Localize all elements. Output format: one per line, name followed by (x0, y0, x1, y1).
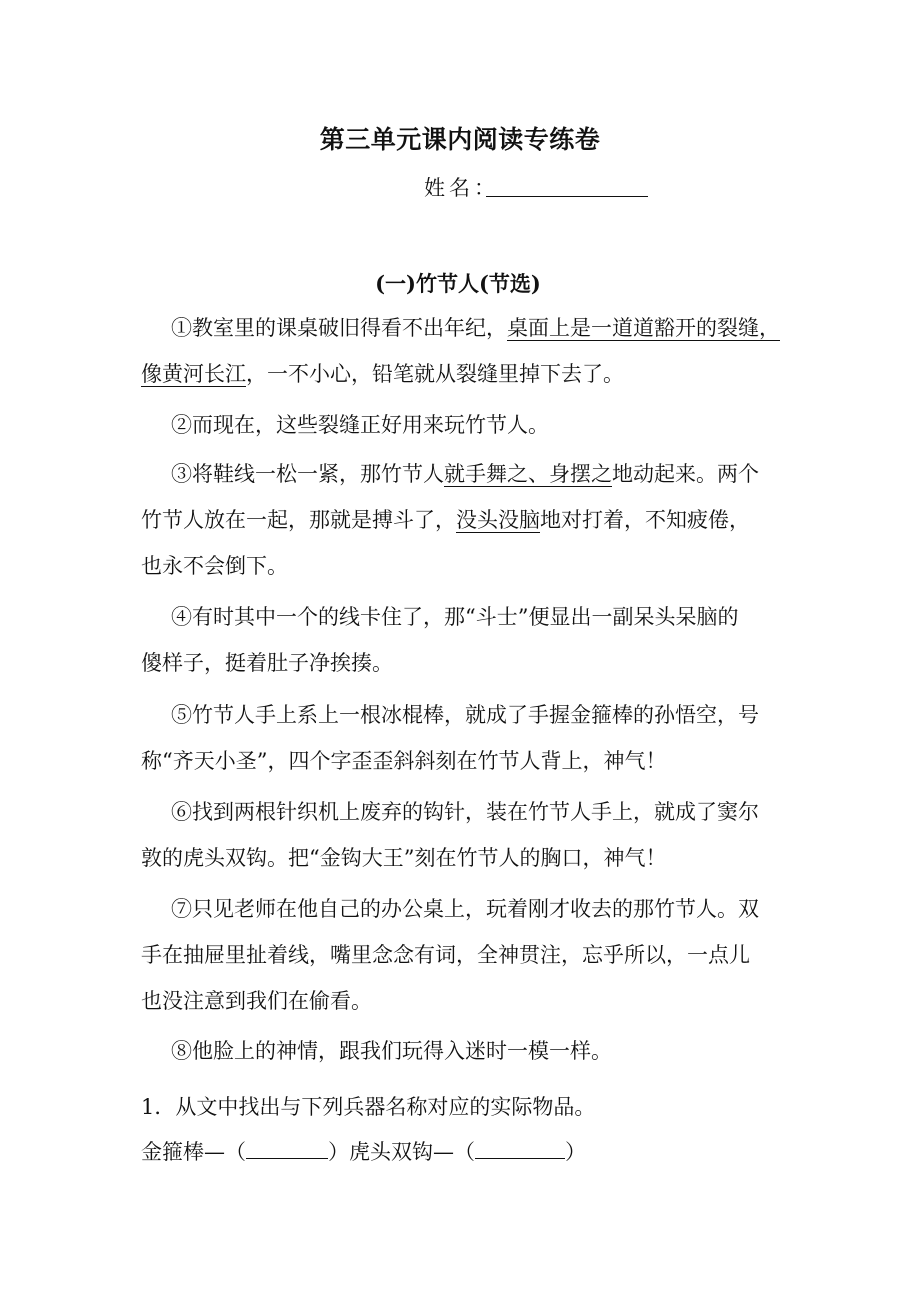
paragraph-line: 也永不会倒下。 (141, 554, 288, 578)
answer-blank-1[interactable] (246, 1140, 328, 1159)
text-span: 地动起来。两个 (612, 462, 759, 486)
paragraph-line: 也没注意到我们在偷看。 (141, 989, 372, 1013)
name-blank-line[interactable] (486, 196, 648, 197)
name-label: 姓名： (424, 176, 499, 200)
underlined-text: 就手舞之、身摆之 (444, 462, 612, 486)
paragraph-line: 称“齐天小圣”，四个字歪歪斜斜刻在竹节人背上，神气！ (141, 749, 667, 773)
paragraph-line: 敦的虎头双钩。把“金钩大王”刻在竹节人的胸口，神气！ (141, 846, 667, 870)
text-span: ，一不小心，铅笔就从裂缝里掉下去了。 (246, 362, 624, 386)
paragraph-line: ⑤竹节人手上系上一根冰棍棒，就成了手握金箍棒的孙悟空，号 (171, 703, 759, 727)
text-span: ①教室里的课桌破旧得看不出年纪， (171, 316, 507, 340)
paragraph-line: ⑦只见老师在他自己的办公桌上，玩着刚才收去的那竹节人。双 (171, 897, 759, 921)
paragraph-line (141, 498, 801, 544)
question-1-text: 1．从文中找出与下列兵器名称对应的实际物品。 (141, 1095, 596, 1119)
paragraph-line: ⑥找到两根针织机上废弃的钩针，装在竹节人手上，就成了窦尔 (171, 800, 759, 824)
question-1-answers (141, 1136, 586, 1166)
page-title: 第三单元课内阅读专练卷 (319, 125, 601, 154)
paragraph-7 (141, 887, 801, 1025)
answer-close-1: ） (328, 1140, 349, 1164)
underlined-text: 像黄河长江 (141, 362, 246, 386)
paragraph-line: 傻样子，挺着肚子净挨揍。 (141, 651, 393, 675)
paragraph-4 (141, 595, 801, 687)
paragraph-6 (141, 790, 801, 882)
answer-blank-2[interactable] (475, 1140, 565, 1159)
answer-label-jingubang: 金箍棒—（ (141, 1140, 246, 1164)
paragraph-line (141, 306, 801, 352)
answer-label-hutoushuanggou: 虎头双钩—（ (349, 1140, 475, 1164)
text-span: 地对打着，不知疲倦， (540, 508, 750, 532)
section-title: (一)竹节人(节选) (375, 271, 541, 296)
paragraph-line: ⑧他脸上的神情，跟我们玩得入迷时一模一样。 (171, 1039, 612, 1063)
paragraph-1 (141, 306, 801, 398)
text-span: ③将鞋线一松一紧，那竹节人 (171, 462, 444, 486)
paragraph-5 (141, 693, 801, 785)
paragraph-3 (141, 452, 801, 590)
text-span: 竹节人放在一起，那就是搏斗了， (141, 508, 456, 532)
paragraph-line (141, 452, 801, 498)
paragraph-line: ④有时其中一个的线卡住了，那“斗士”便显出一副呆头呆脑的 (171, 605, 739, 629)
underlined-text: 桌面上是一道道豁开的裂缝， (507, 316, 780, 340)
answer-close-2: ） (565, 1140, 586, 1164)
underlined-text: 没头没脑 (456, 508, 540, 532)
paragraph-line (141, 352, 801, 398)
paragraph-8 (141, 1029, 801, 1075)
paragraph-line: 手在抽屉里扯着线，嘴里念念有词，全神贯注，忘乎所以，一点儿 (141, 943, 750, 967)
paragraph-line: ②而现在，这些裂缝正好用来玩竹节人。 (171, 413, 549, 437)
paragraph-2 (141, 403, 801, 449)
